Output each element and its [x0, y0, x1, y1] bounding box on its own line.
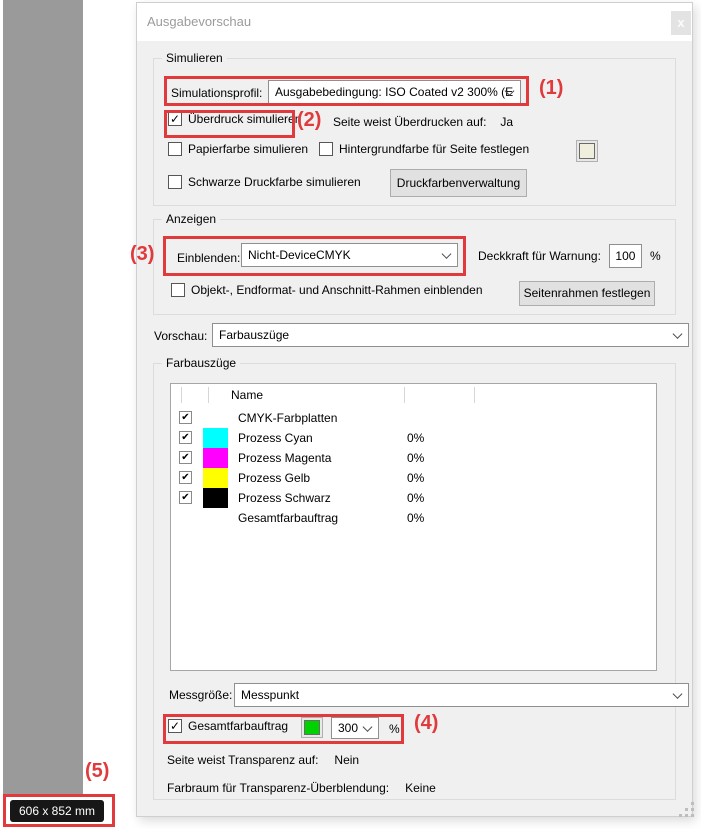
- transparency-value: Nein: [334, 753, 360, 767]
- transparency-label: Seite weist Transparenz auf:: [167, 753, 319, 767]
- annotation-1: (1): [539, 77, 564, 99]
- chevron-down-icon: [673, 329, 683, 339]
- simulation-profile-label: Simulationsprofil:: [171, 86, 263, 100]
- separation-name: Prozess Magenta: [238, 451, 332, 465]
- separation-checkbox[interactable]: [179, 411, 192, 424]
- ink-manager-button[interactable]: Druckfarbenverwaltung: [390, 169, 527, 197]
- column-divider: [181, 387, 182, 403]
- separation-color-swatch: [203, 428, 228, 448]
- column-divider: [404, 387, 405, 403]
- column-divider: [474, 387, 475, 403]
- name-column-header: Name: [231, 388, 264, 402]
- tac-value-dropdown[interactable]: [331, 717, 379, 739]
- separation-checkbox[interactable]: [179, 471, 192, 484]
- separation-checkbox[interactable]: [179, 451, 192, 464]
- separation-checkbox[interactable]: [179, 431, 192, 444]
- blend-space-value: Keine: [405, 781, 436, 795]
- warning-opacity-input[interactable]: [609, 244, 642, 268]
- preview-dropdown[interactable]: [212, 323, 689, 347]
- separation-value: 0%: [407, 451, 425, 465]
- bg-color-checkbox-row: [319, 142, 529, 156]
- overprint-status-label: Seite weist Überdrucken auf:: [333, 115, 487, 129]
- annotation-5: (5): [85, 760, 110, 782]
- close-button[interactable]: [671, 11, 691, 35]
- separation-color-swatch: [203, 488, 228, 508]
- page-size-badge: 606 x 852 mm: [10, 800, 104, 822]
- separation-row: [171, 408, 656, 428]
- preview-label: Vorschau:: [154, 329, 208, 343]
- boxes-checkbox-row: [171, 283, 483, 297]
- tac-value: 300: [338, 721, 359, 735]
- show-dropdown-value: Nicht-DeviceCMYK: [248, 248, 351, 262]
- simulation-profile-dropdown[interactable]: [268, 80, 521, 104]
- separation-name: Gesamtfarbauftrag: [238, 511, 339, 525]
- resize-grip-icon[interactable]: [679, 802, 682, 805]
- separation-value: 0%: [407, 491, 425, 505]
- bg-color-checkbox[interactable]: [319, 142, 333, 156]
- sample-size-dropdown-value: Messpunkt: [241, 688, 300, 702]
- blend-space-status-line: [167, 781, 436, 795]
- black-ink-checkbox[interactable]: [168, 175, 182, 189]
- output-preview-dialog: [130, 2, 693, 817]
- overprint-status-line: [333, 115, 513, 129]
- show-label: Einblenden:: [177, 251, 241, 265]
- separation-name: CMYK-Farbplatten: [238, 411, 338, 425]
- show-dropdown[interactable]: [241, 243, 458, 267]
- annotation-3: (3): [130, 243, 155, 265]
- sample-size-label: Messgröße:: [169, 688, 233, 702]
- separation-row: [171, 448, 656, 468]
- paper-color-checkbox-label: Papierfarbe simulieren: [188, 142, 309, 156]
- separation-name: Prozess Schwarz: [238, 491, 331, 505]
- chevron-down-icon: [363, 722, 373, 732]
- tac-unit: %: [389, 722, 400, 736]
- separation-value: 0%: [407, 471, 425, 485]
- overprint-checkbox-row: [168, 112, 301, 126]
- tac-color-swatch-button[interactable]: [301, 717, 323, 738]
- preview-dropdown-value: Farbauszüge: [219, 328, 290, 342]
- separation-checkbox[interactable]: [179, 491, 192, 504]
- overprint-status-value: Ja: [500, 115, 514, 129]
- transparency-status-line: [167, 753, 359, 767]
- sample-size-dropdown[interactable]: [234, 683, 689, 707]
- annotation-2: (2): [297, 109, 322, 131]
- dialog-titlebar[interactable]: [137, 3, 692, 41]
- bg-color-swatch: [579, 143, 595, 159]
- tac-checkbox-row: [168, 719, 288, 733]
- separations-table: [170, 383, 657, 671]
- boxes-checkbox[interactable]: [171, 283, 185, 297]
- blend-space-label: Farbraum für Transparenz-Überblendung:: [167, 781, 390, 795]
- warning-opacity-label: Deckkraft für Warnung:: [478, 249, 601, 263]
- close-icon: x: [677, 15, 685, 30]
- overprint-checkbox-label: Überdruck simulieren: [188, 112, 302, 126]
- separations-table-header: [171, 384, 656, 406]
- black-ink-checkbox-label: Schwarze Druckfarbe simulieren: [188, 175, 361, 189]
- separation-color-swatch: [203, 448, 228, 468]
- paper-color-checkbox-row: [168, 142, 308, 156]
- dialog-title: Ausgabevorschau: [147, 14, 252, 29]
- bg-color-swatch-button[interactable]: [576, 140, 598, 162]
- tac-checkbox[interactable]: [168, 719, 182, 733]
- tac-checkbox-label: Gesamtfarbauftrag: [188, 719, 289, 733]
- separation-value: 0%: [407, 511, 425, 525]
- separation-value: 0%: [407, 431, 425, 445]
- group-anzeigen-label: Anzeigen: [162, 212, 220, 226]
- group-simulieren-label: Simulieren: [162, 51, 227, 65]
- group-farbauszuege-label: Farbauszüge: [162, 356, 240, 370]
- tac-color-swatch: [304, 720, 320, 735]
- separation-color-swatch: [203, 468, 228, 488]
- annotation-box-5: [3, 794, 115, 827]
- paper-color-checkbox[interactable]: [168, 142, 182, 156]
- chevron-down-icon: [442, 249, 452, 259]
- separation-name: Prozess Gelb: [238, 471, 311, 485]
- black-ink-checkbox-row: [168, 175, 361, 189]
- annotation-4: (4): [414, 712, 439, 734]
- page-boxes-button[interactable]: Seitenrahmen festlegen: [519, 281, 655, 306]
- overprint-checkbox[interactable]: [168, 112, 182, 126]
- separation-row: [171, 508, 656, 528]
- simulation-profile-value: Ausgabebedingung: ISO Coated v2 300% (E: [275, 85, 514, 99]
- bg-color-checkbox-label: Hintergrundfarbe für Seite festlegen: [339, 142, 530, 156]
- warning-opacity-unit: %: [649, 249, 661, 263]
- separation-row: [171, 468, 656, 488]
- document-page-strip: [3, 0, 83, 795]
- separation-row: [171, 488, 656, 508]
- warning-opacity-row: [478, 243, 661, 269]
- separation-name: Prozess Cyan: [238, 431, 313, 445]
- separation-row: [171, 428, 656, 448]
- column-divider: [208, 387, 209, 403]
- boxes-checkbox-label: Objekt-, Endformat- und Anschnitt-Rahmen einblenden: [191, 283, 483, 297]
- chevron-down-icon: [673, 689, 683, 699]
